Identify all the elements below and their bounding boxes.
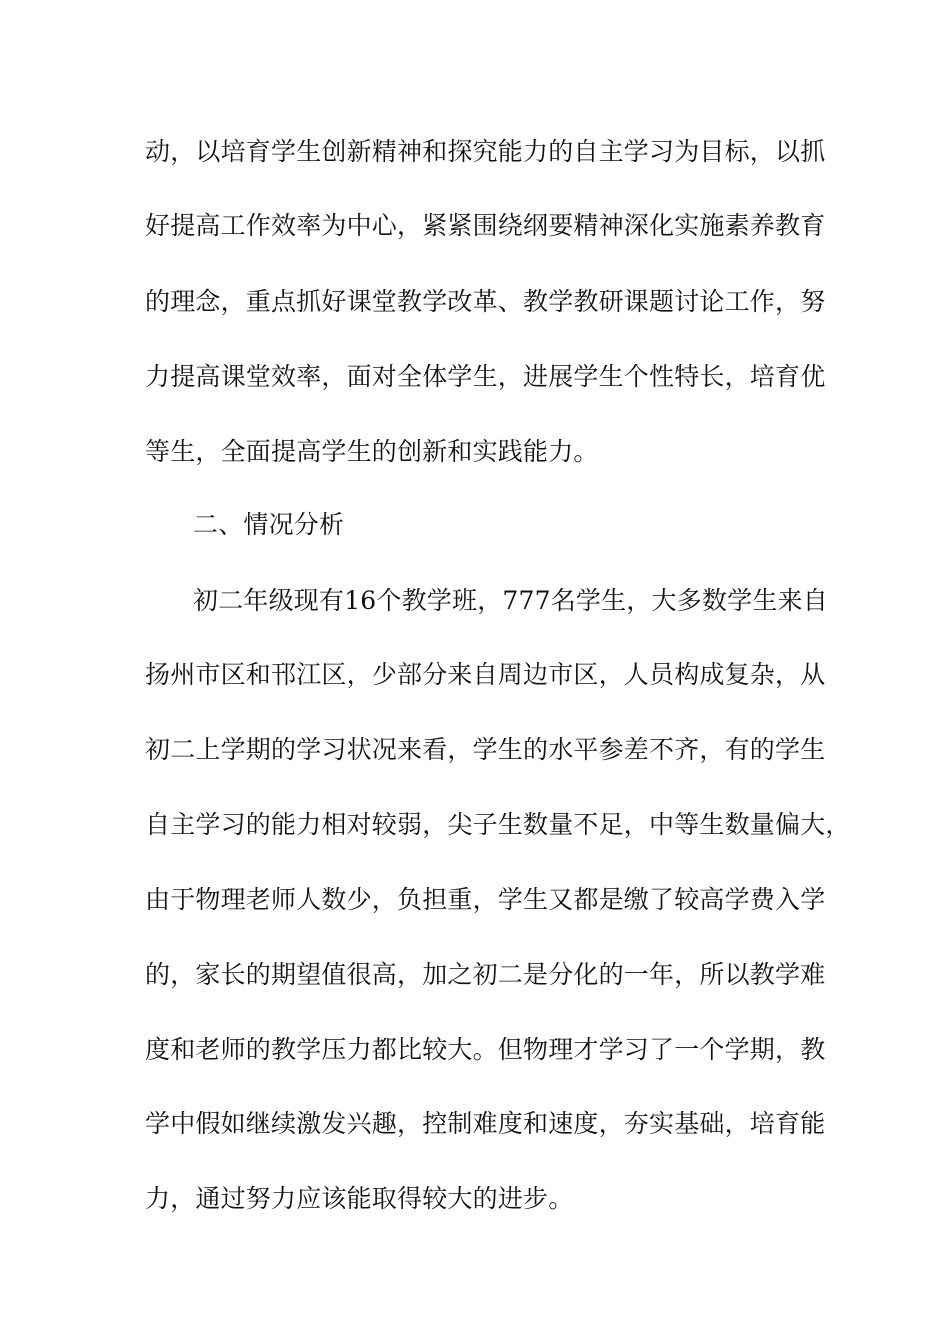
paragraph-line: 自主学习的能力相对较弱，尖子生数量不足，中等生数量偏大， [145,810,851,839]
paragraph-line: 扬州市区和邗江区，少部分来自周边市区，人员构成复杂，从 [145,660,826,689]
paragraph-line: 度和老师的教学压力都比较大。但物理才学习了一个学期，教 [145,1035,826,1064]
paragraph-line: 等生，全面提高学生的创新和实践能力。 [145,437,599,466]
section-heading: 二、情况分析 [193,510,345,539]
paragraph-line: 动，以培育学生创新精神和探究能力的自主学习为目标，以抓 [145,137,826,166]
paragraph-line: 力提高课堂效率，面对全体学生，进展学生个性特长，培育优 [145,362,826,391]
paragraph-line: 好提高工作效率为中心，紧紧围绕纲要精神深化实施素养教育 [145,211,826,240]
paragraph-line: 初二上学期的学习状况来看，学生的水平参差不齐，有的学生 [145,735,826,764]
paragraph-line: 的理念，重点抓好课堂教学改革、教学教研课题讨论工作，努 [145,287,826,316]
paragraph-line: 初二年级现有16个教学班，777名学生，大多数学生来自 [193,586,828,615]
paragraph-line: 的，家长的期望值很高，加之初二是分化的一年，所以教学难 [145,960,826,989]
paragraph-line: 由于物理老师人数少，负担重，学生又都是缴了较高学费入学 [145,885,826,914]
paragraph-line: 学中假如继续激发兴趣，控制难度和速度，夯实基础，培育能 [145,1109,826,1138]
paragraph-line: 力，通过努力应该能取得较大的进步。 [145,1184,574,1213]
